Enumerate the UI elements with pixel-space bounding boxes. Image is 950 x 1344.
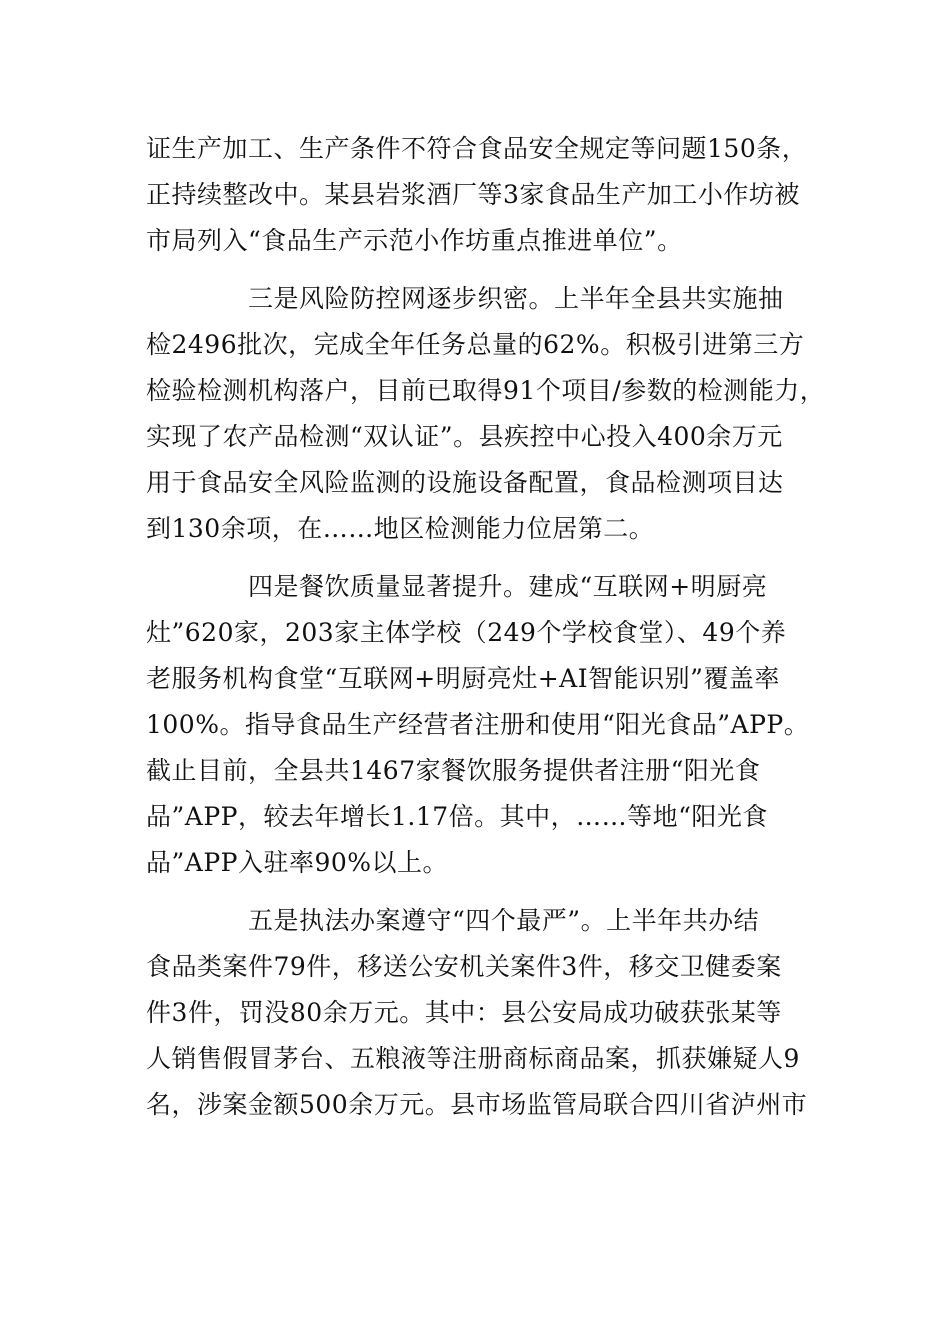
text-line: 证生产加工、生产条件不符合食品安全规定等问题150条， — [146, 134, 808, 163]
paragraph-food-production — [146, 126, 826, 264]
text-line: 用于食品安全风险监测的设施设备配置，食品检测项目达 — [146, 468, 784, 497]
text-line: 到130余项，在……地区检测能力位居第二。 — [146, 514, 655, 543]
text-line: 食品类案件79件，移送公安机关案件3件，移交卫健委案 — [146, 952, 782, 981]
text-line: 检2496批次，完成全年任务总量的62%。积极引进第三方 — [146, 330, 805, 359]
text-line: 检验检测机构落户，目前已取得91个项目/参数的检测能力， — [146, 376, 826, 405]
text-line: 件3件，罚没80余万元。其中：县公安局成功破获张某等 — [146, 998, 782, 1027]
text-line: 正持续整改中。某县岩浆酒厂等3家食品生产加工小作坊被 — [146, 180, 800, 209]
text-line: 截止目前，全县共1467家餐饮服务提供者注册“阳光食 — [146, 756, 761, 785]
text-line: 品”APP入驻率90%以上。 — [146, 848, 449, 877]
text-line: 老服务机构食堂“互联网+明厨亮灶+AI智能识别”覆盖率 — [146, 664, 780, 693]
text-line: 四是餐饮质量显著提升。建成“互联网+明厨亮 — [248, 572, 768, 601]
text-line: 五是执法办案遵守“四个最严”。上半年共办结 — [248, 906, 760, 935]
document-body — [146, 126, 826, 1128]
text-line: 市局列入“食品生产示范小作坊重点推进单位”。 — [146, 226, 683, 255]
paragraph-law-enforcement — [146, 898, 826, 1128]
text-line: 名，涉案金额500余万元。县市场监管局联合四川省泸州市 — [146, 1090, 808, 1119]
text-line: 品”APP，较去年增长1.17倍。其中，……等地“阳光食 — [146, 802, 768, 831]
text-line: 人销售假冒茅台、五粮液等注册商标商品案，抓获嫌疑人9 — [146, 1044, 800, 1073]
paragraph-risk-control — [146, 276, 826, 552]
paragraph-catering-quality — [146, 564, 826, 886]
text-line: 三是风险防控网逐步织密。上半年全县共实施抽 — [248, 284, 784, 313]
text-line: 实现了农产品检测“双认证”。县疾控中心投入400余万元 — [146, 422, 783, 451]
text-line: 灶”620家，203家主体学校（249个学校食堂）、49个养 — [146, 618, 787, 647]
text-line: 100%。指导食品生产经营者注册和使用“阳光食品”APP。 — [146, 710, 810, 739]
